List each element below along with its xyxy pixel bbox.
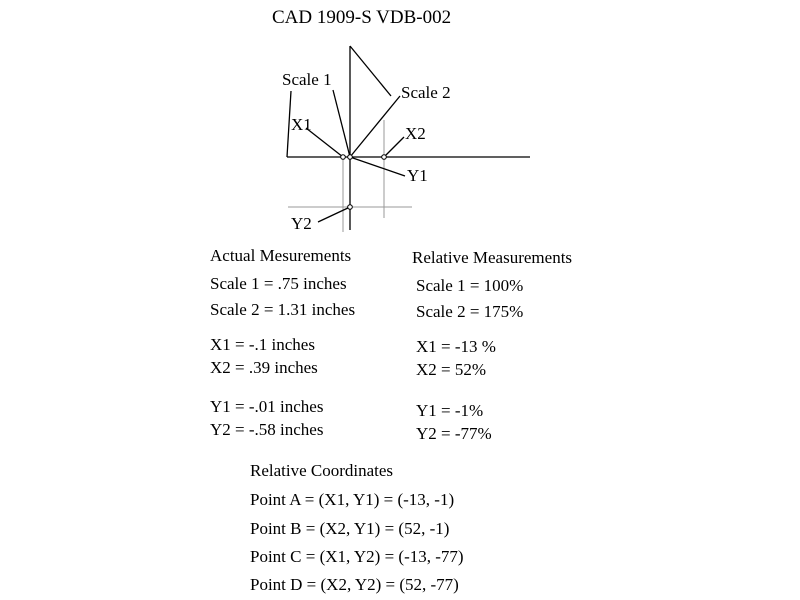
coordinate-point-c: Point C = (X1, Y2) = (-13, -77) (250, 547, 464, 566)
actual-scale2: Scale 2 = 1.31 inches (210, 300, 356, 319)
relative-y2: Y2 = -77% (416, 424, 492, 443)
coordinate-point-a: Point A = (X1, Y1) = (-13, -1) (250, 490, 455, 509)
page-title: CAD 1909-S VDB-002 (272, 7, 452, 28)
actual-x1: X1 = -.1 inches (210, 335, 315, 354)
scale2-diagonal (350, 46, 391, 96)
point-y2 (348, 205, 353, 210)
relative-x1: X1 = -13 % (416, 337, 496, 356)
actual-scale1: Scale 1 = .75 inches (210, 274, 347, 293)
relative-heading: Relative Measurements (412, 248, 573, 267)
y1-pointer (350, 157, 405, 176)
label-scale1: Scale 1 (282, 70, 332, 89)
actual-heading: Actual Mesurements (210, 246, 352, 265)
actual-y2: Y2 = -.58 inches (210, 420, 324, 439)
label-x1: X1 (291, 115, 312, 134)
coordinates-heading: Relative Coordinates (250, 461, 394, 480)
actual-x2: X2 = .39 inches (210, 358, 318, 377)
actual-y1: Y1 = -.01 inches (210, 397, 324, 416)
y2-pointer (318, 207, 350, 222)
scale1-diagonal (333, 90, 350, 157)
label-scale2: Scale 2 (401, 83, 451, 102)
label-y2: Y2 (291, 214, 312, 233)
point-x1 (341, 155, 346, 160)
measurement-points (341, 155, 387, 210)
coordinate-point-d: Point D = (X2, Y2) = (52, -77) (250, 575, 459, 594)
point-origin (348, 155, 353, 160)
label-x2: X2 (405, 124, 426, 143)
point-x2 (382, 155, 387, 160)
relative-scale1: Scale 1 = 100% (416, 276, 524, 295)
label-y1: Y1 (407, 166, 428, 185)
relative-scale2: Scale 2 = 175% (416, 302, 524, 321)
relative-y1: Y1 = -1% (416, 401, 484, 420)
measurement-diagram (0, 0, 800, 240)
relative-x2: X2 = 52% (416, 360, 487, 379)
x2-pointer (384, 137, 404, 157)
coordinate-point-b: Point B = (X2, Y1) = (52, -1) (250, 519, 450, 538)
